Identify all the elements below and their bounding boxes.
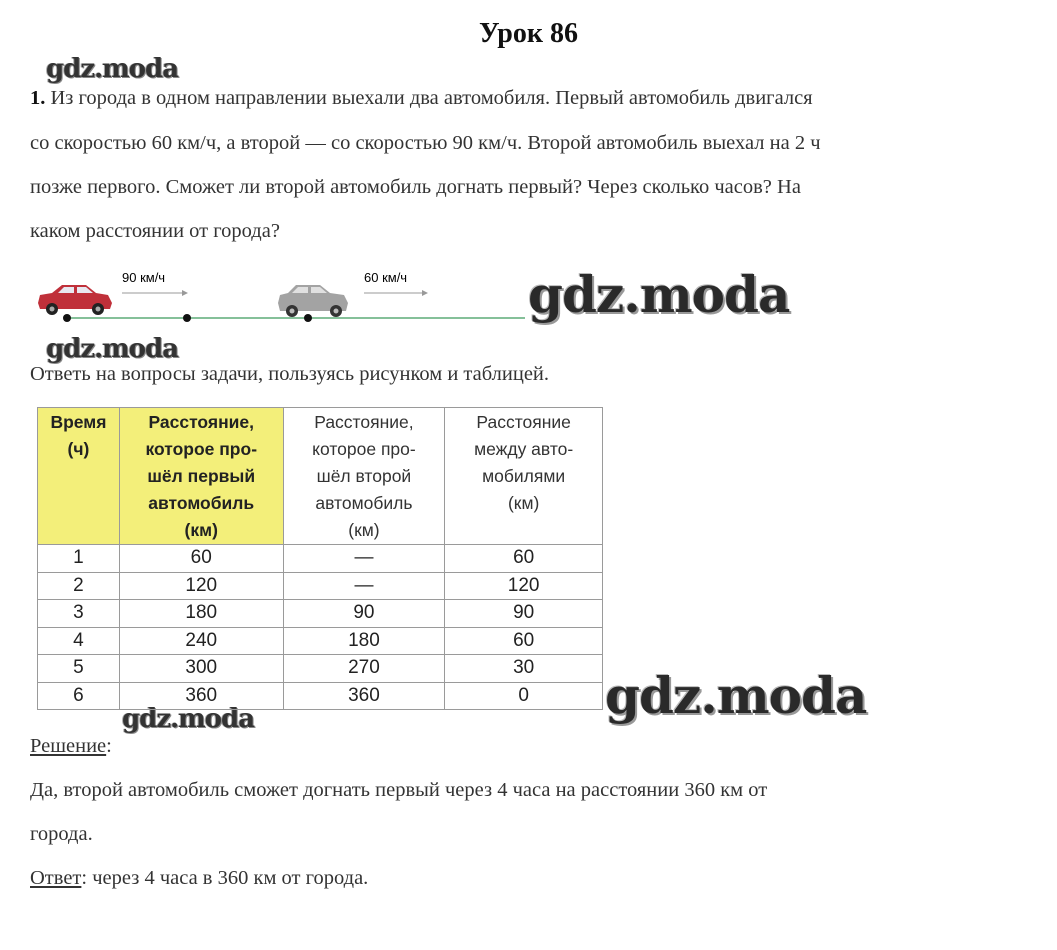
watermark: gdz.moda [46,54,179,84]
table-row: 2 120 — 120 [38,572,603,600]
solution-label: Решение: [30,735,112,757]
header-between-cars: Расстояние между авто- мобилями (км) [445,408,603,545]
watermark: gdz.moda [46,334,179,364]
start-point [63,314,71,322]
answer-line [30,868,368,888]
watermark: gdz.moda [605,666,867,725]
instruction-text: Ответь на вопросы задачи, пользуясь рисунком и таблицей. [30,363,550,385]
task-line-4: каком расстоянии от города? [30,220,280,242]
watermark: gdz.moda [528,265,790,324]
table-header-row [38,408,603,545]
answer-text: : через 4 часа в 360 км от города. [81,867,369,889]
car-gray-icon [278,285,348,317]
solution-line-1: Да, второй автомобиль сможет догнать первый через 4 часа на расстоянии 360 км от [30,779,768,801]
header-time: Время (ч) [38,408,120,545]
motion-figure [30,265,530,330]
first-car-point [304,314,312,322]
header-second-car: Расстояние, которое про- шёл второй автомобиль (км) [283,408,445,545]
answer-label: Ответ [30,867,82,889]
table-row: 1 60 — 60 [38,545,603,573]
solution-line-2: города. [30,823,93,845]
task-line-3: позже первого. Сможет ли второй автомобиль догнать первый? Через сколько часов? На [30,176,801,198]
point-after-2h [183,314,191,322]
task-line-1: 1. Из города в одном направлении выехали два автомобиля. Первый автомобиль двигался [30,87,813,109]
task-line-2: со скоростью 60 км/ч, а второй — со скоростью 90 км/ч. Второй автомобиль выехал на 2 ч [30,132,821,154]
lesson-title: Урок 86 [479,18,578,49]
speed-label-second: 60 км/ч [364,270,408,285]
header-first-car: Расстояние, которое про- шёл первый автомобиль (км) [119,408,283,545]
speed-label-first: 90 км/ч [122,270,166,285]
task-number: 1. [30,87,46,109]
table-row: 5 300 270 30 [38,655,603,683]
table-row: 3 180 90 90 [38,600,603,628]
car-red-icon [38,285,112,315]
table-row: 4 240 180 60 [38,627,603,655]
watermark: gdz.moda [122,704,255,734]
table-row: 6 360 360 0 [38,682,603,710]
distance-table [37,407,603,710]
